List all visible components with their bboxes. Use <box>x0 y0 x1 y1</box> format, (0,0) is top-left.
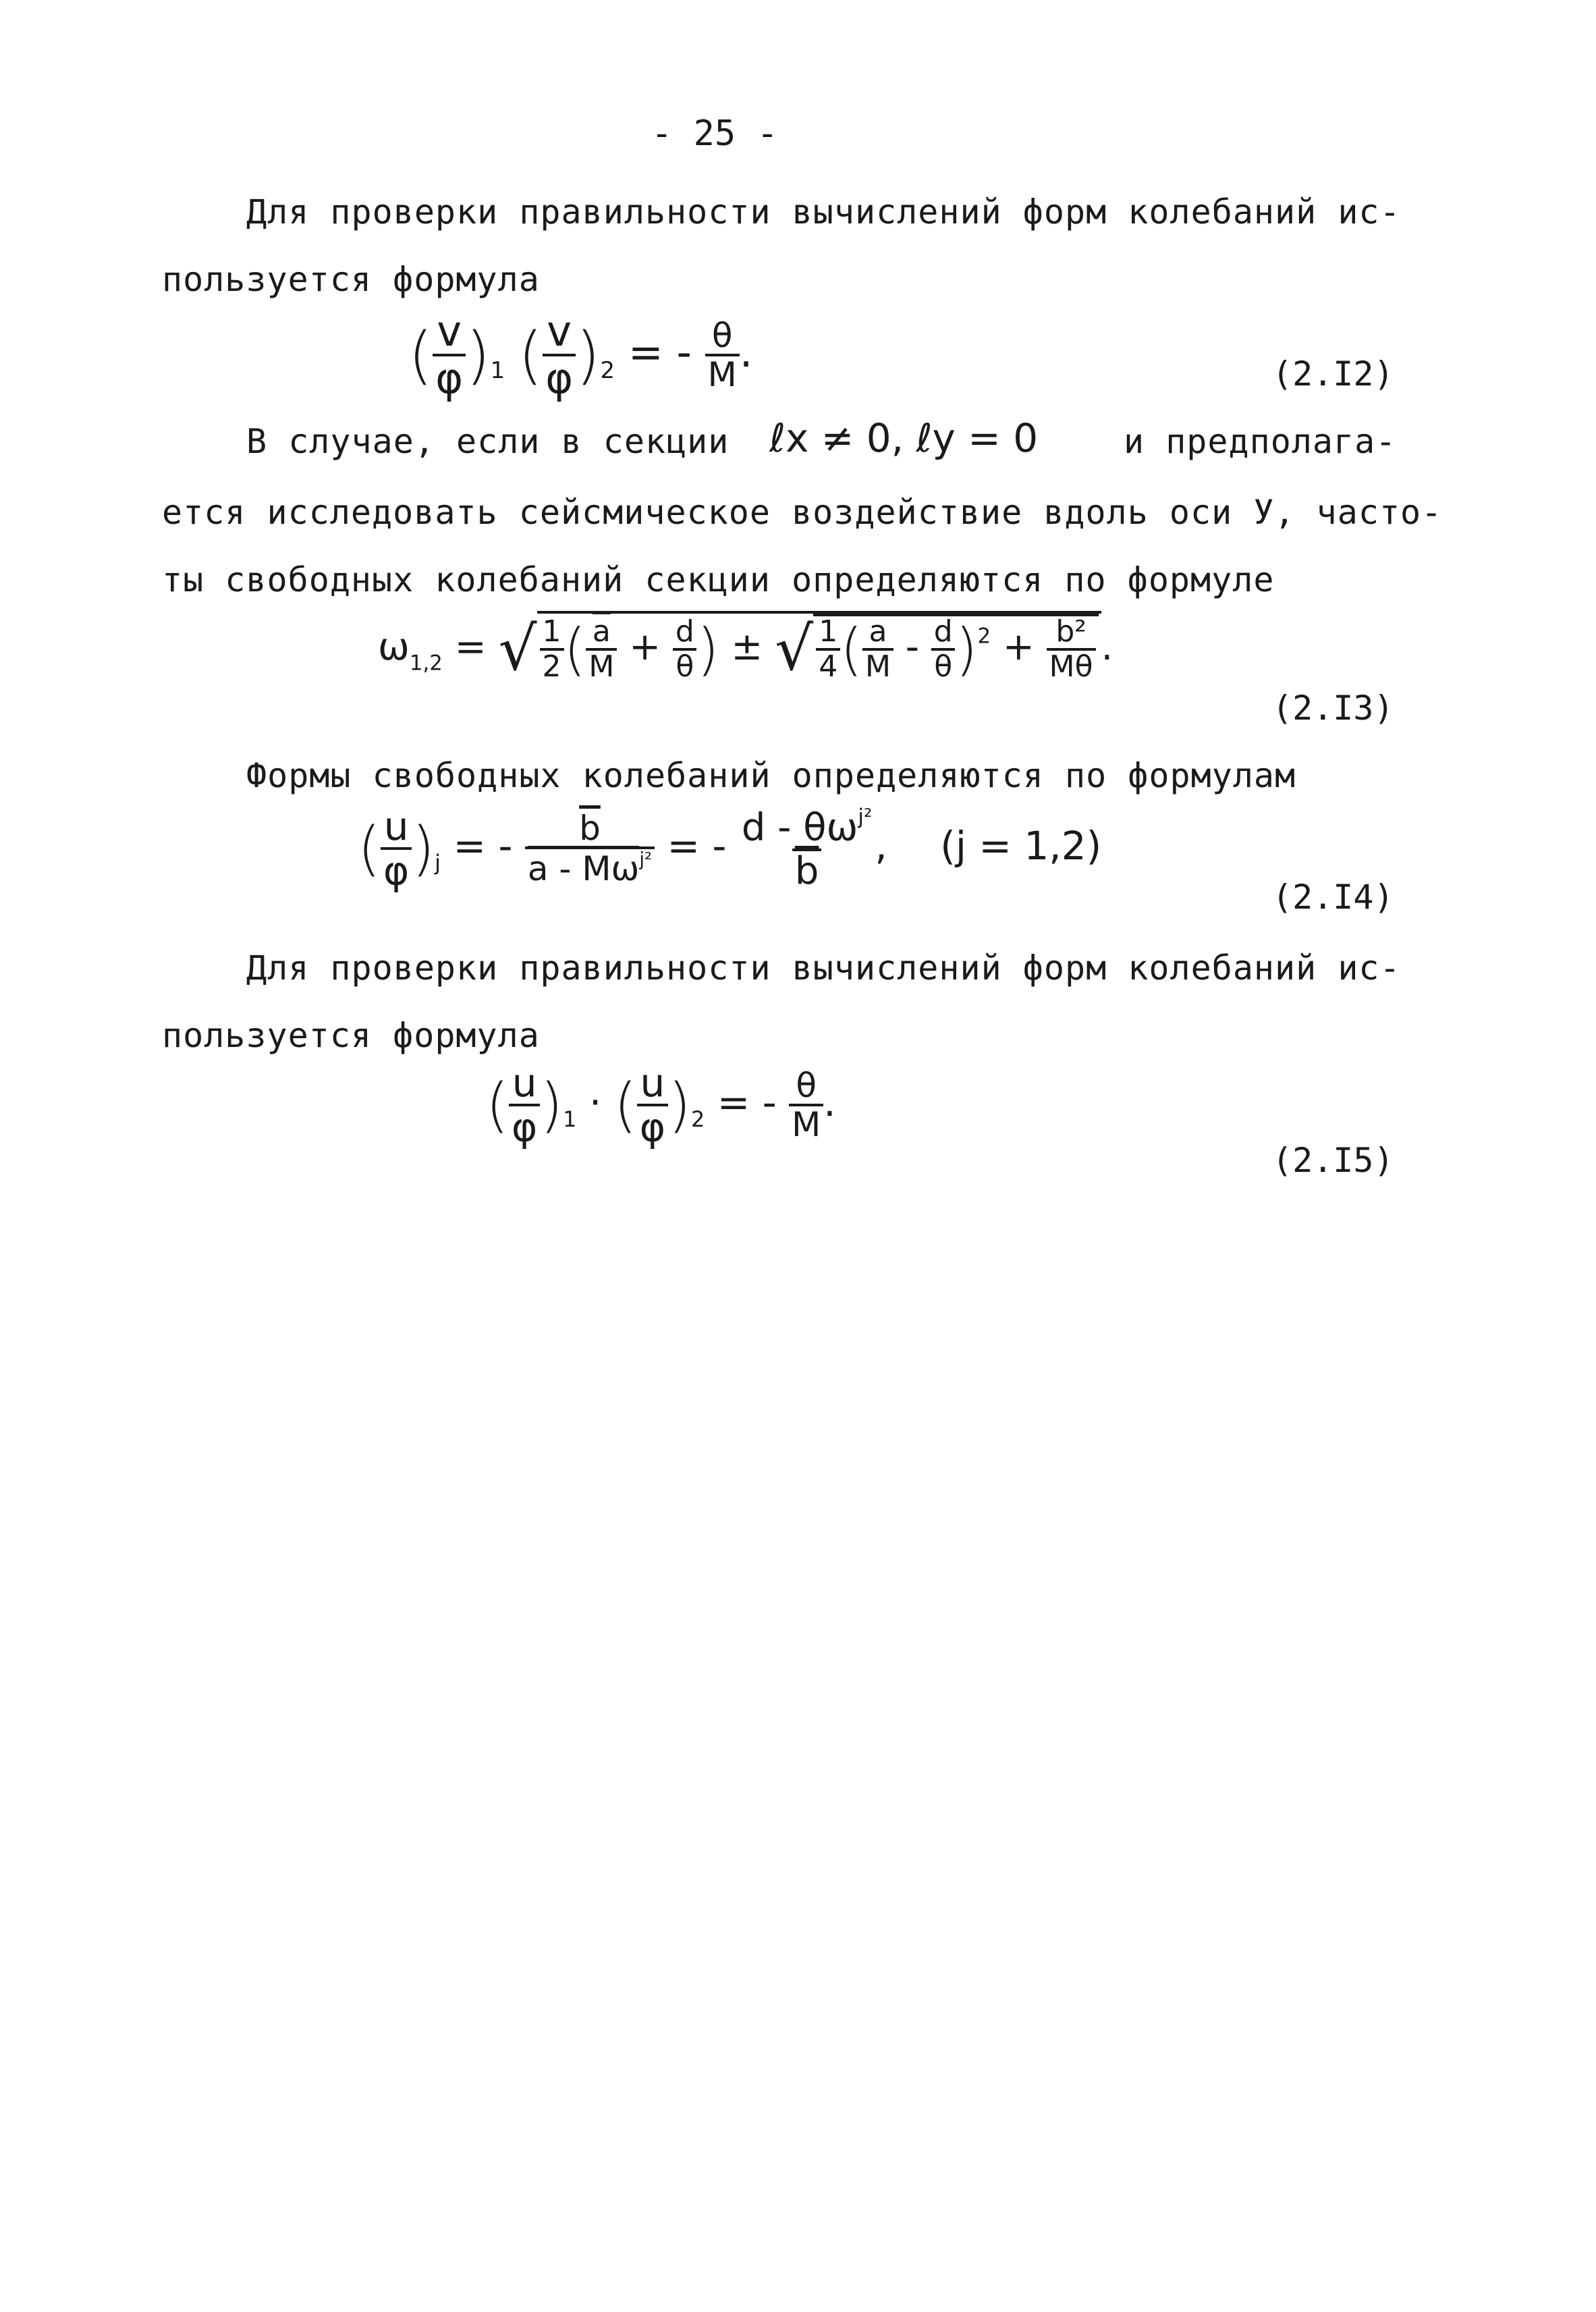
paragraph-2-line-3: ты свободных колебаний секции определяются по формуле <box>162 560 1275 599</box>
paragraph-2-line-1a: В случае, если в секции <box>246 422 730 461</box>
inline-condition: ℓx ≠ 0, ℓy = 0 <box>769 415 1039 461</box>
page-number: - 25 - <box>651 113 778 154</box>
paragraph-1-line-2: пользуется формула <box>162 260 540 299</box>
equation-2-12: ( $\frac{v}{\varphi}$ )$_1$ ( $\frac{v}{\varphi}$ )$_2$ = - $\frac{\theta}{M}$ . <box>408 306 753 403</box>
paragraph-2-line-2: ется исследовать сейсмическое воздействие вдоль оси У, часто- <box>162 493 1443 532</box>
equation-number-2-12: (2.I2) <box>1272 354 1394 394</box>
paragraph-2-line-1b: и предполага- <box>1124 422 1397 461</box>
equation-2-15: ( $\frac{u}{\varphi}$ )$_1$ · ( $\frac{u}{\varphi}$ )$_2$ = - $\frac{\theta}{M}$ . <box>486 1060 836 1150</box>
paragraph-3-line-1: Формы свободных колебаний определяются по формулам <box>246 756 1296 795</box>
paragraph-4-line-1: Для проверки правильности вычислений форм колебаний ис- <box>246 948 1401 988</box>
equation-2-13: $\omega_{1,2}$ = √ $\frac{1}{2}$ ( $\frac{\overline{a}}{M}$ + $\frac{d}{\theta}$ ) ± √ $\frac{1}{4}$ ( $\frac{\overline{a}}{M}$ - $\frac{d}{\theta}$ )$^2$ + $\frac{\text{b²}}{M\theta}$ . <box>378 611 1113 684</box>
equation-number-2-15: (2.I5) <box>1272 1141 1394 1180</box>
paragraph-4-line-2: пользуется формула <box>162 1016 540 1055</box>
equation-number-2-13: (2.I3) <box>1272 689 1394 728</box>
paragraph-1-line-1: Для проверки правильности вычислений форм колебаний ис- <box>246 192 1401 232</box>
equation-2-14: ( $\frac{u}{\varphi}$ )$_j$ = - $\frac{\overline{b}}{a - M\omega^{j^2}}$ = - $\frac{d - \theta\omega^{j^2}}{b}$ , (j = 1,2) <box>358 803 1102 894</box>
equation-number-2-14: (2.I4) <box>1272 878 1394 917</box>
